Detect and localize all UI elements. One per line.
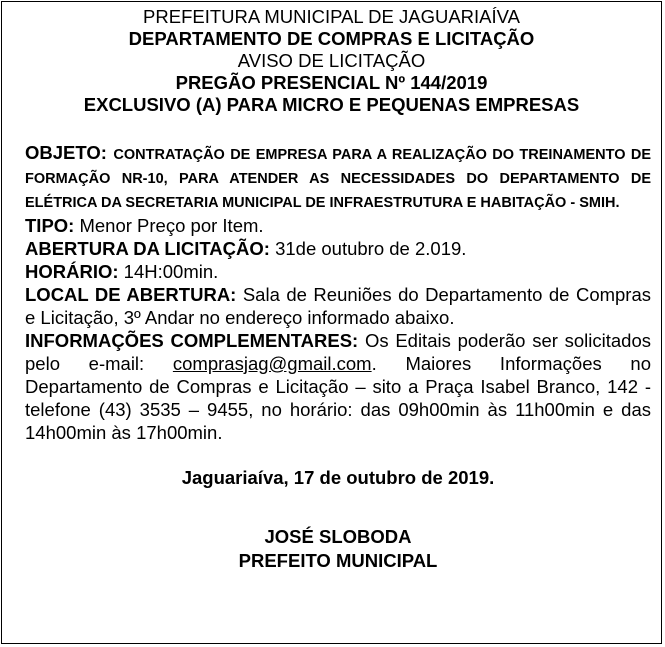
email-link[interactable]: comprasjag@gmail.com xyxy=(172,353,372,374)
informacoes-paragraph xyxy=(25,329,651,444)
notice-body xyxy=(25,142,651,573)
notice-date: Jaguariaíva, 17 de outubro de 2019. xyxy=(181,467,495,488)
header-department: DEPARTAMENTO DE COMPRAS E LICITAÇÃO xyxy=(128,28,535,49)
tipo-label: TIPO: xyxy=(25,215,75,236)
objeto-paragraph xyxy=(25,142,651,214)
local-label: LOCAL DE ABERTURA: xyxy=(25,284,237,305)
header-notice-type: AVISO DE LICITAÇÃO xyxy=(237,50,426,71)
tipo-paragraph xyxy=(25,214,651,237)
signatory-name: JOSÉ SLOBODA xyxy=(264,526,412,547)
abertura-label: ABERTURA DA LICITAÇÃO: xyxy=(25,238,270,259)
header-pregao: PREGÃO PRESENCIAL Nº 144/2019 xyxy=(175,72,488,93)
abertura-text: 31de outubro de 2.019. xyxy=(275,238,467,259)
tipo-text: Menor Preço por Item. xyxy=(79,215,264,236)
local-paragraph xyxy=(25,283,651,329)
objeto-label: OBJETO: xyxy=(25,142,107,163)
horario-paragraph xyxy=(25,260,651,283)
informacoes-text2: . Maiores Informações no Departamento de Compras e Licitação – sito a Praça Isabel Branco, 142 - telefone (43) 3535 – 9455, no horário: das 09h00min às 11h00min e das 14h00min às 17h00min. xyxy=(25,353,651,443)
horario-text: 14H:00min. xyxy=(123,261,219,282)
abertura-paragraph xyxy=(25,237,651,260)
header-municipality: PREFEITURA MUNICIPAL DE JAGUARIAÍVA xyxy=(143,6,520,27)
header-exclusive: EXCLUSIVO (A) PARA MICRO E PEQUENAS EMPRESAS xyxy=(83,94,580,115)
notice-frame xyxy=(1,1,662,644)
signatory-title: PREFEITO MUNICIPAL xyxy=(238,550,438,571)
objeto-text: CONTRATAÇÃO DE EMPRESA PARA A REALIZAÇÃO DO TREINAMENTO DE FORMAÇÃO NR-10, PARA ATENDER AS NECESSIDADES DO DEPARTAMENTO DE ELÉTRICA DA SECRETARIA MUNICIPAL DE INFRAESTRUTURA E HABITAÇÃO - SMIH. xyxy=(25,147,652,211)
notice-header xyxy=(2,6,661,116)
informacoes-label: INFORMAÇÕES COMPLEMENTARES: xyxy=(25,330,359,351)
signature-block xyxy=(25,525,651,573)
informacoes-text1: Os Editais poderão ser solicitados pelo e-mail: xyxy=(25,330,651,374)
local-text: Sala de Reuniões do Departamento de Compras e Licitação, 3º Andar no endereço informado abaixo. xyxy=(25,284,652,328)
horario-label: HORÁRIO: xyxy=(25,261,119,282)
